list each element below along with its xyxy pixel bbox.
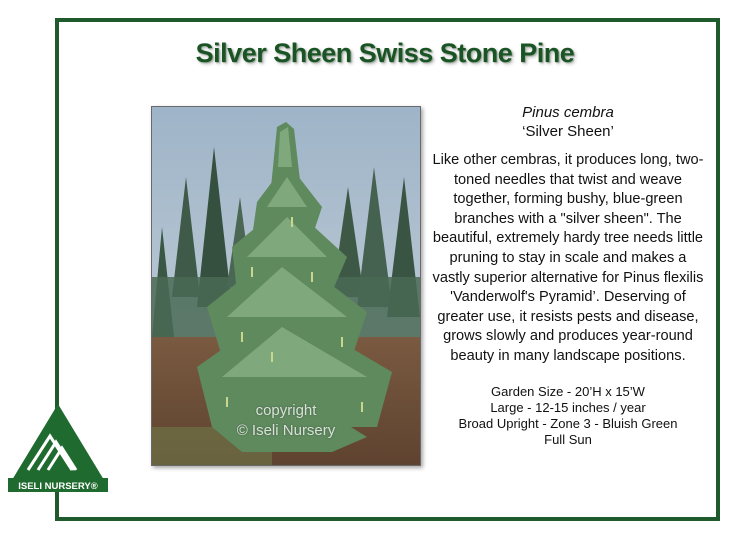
spec-form-zone-color: Broad Upright - Zone 3 - Bluish Green [458, 415, 678, 431]
spec-garden-size: Garden Size - 20’H x 15’W [491, 383, 645, 399]
spec-exposure: Full Sun [544, 431, 592, 447]
botanical-name: Pinus cembra [522, 104, 614, 121]
photo-watermark-copyright: copyright [255, 402, 317, 419]
page-title: Silver Sheen Swiss Stone Pine [195, 38, 575, 68]
logo-text: ISELI NURSERY® [18, 481, 98, 492]
plant-description: Like other cembras, it produces long, two-toned needles that twist and weave together, forming bushy, blue-green branches with a "silver sheen". The beautiful, extremely hardy tree needs little pruning to stay in scale and makes a vastly superior alternative for Pinus flexilis 'Vanderwolf's Pyramid’. Deserving of greater use, it resists pests and disease, grows slowly and produces year-round beauty in many landscape positions. [432, 152, 704, 364]
plant-info [430, 103, 706, 448]
iseli-nursery-logo [8, 400, 108, 496]
cultivar-name: ‘Silver Sheen’ [522, 123, 614, 140]
spec-growth-rate: Large - 12-15 inches / year [490, 399, 646, 415]
photo-watermark-owner: © Iseli Nursery [236, 422, 336, 439]
plant-photo [151, 106, 421, 466]
plant-specs [430, 384, 706, 448]
